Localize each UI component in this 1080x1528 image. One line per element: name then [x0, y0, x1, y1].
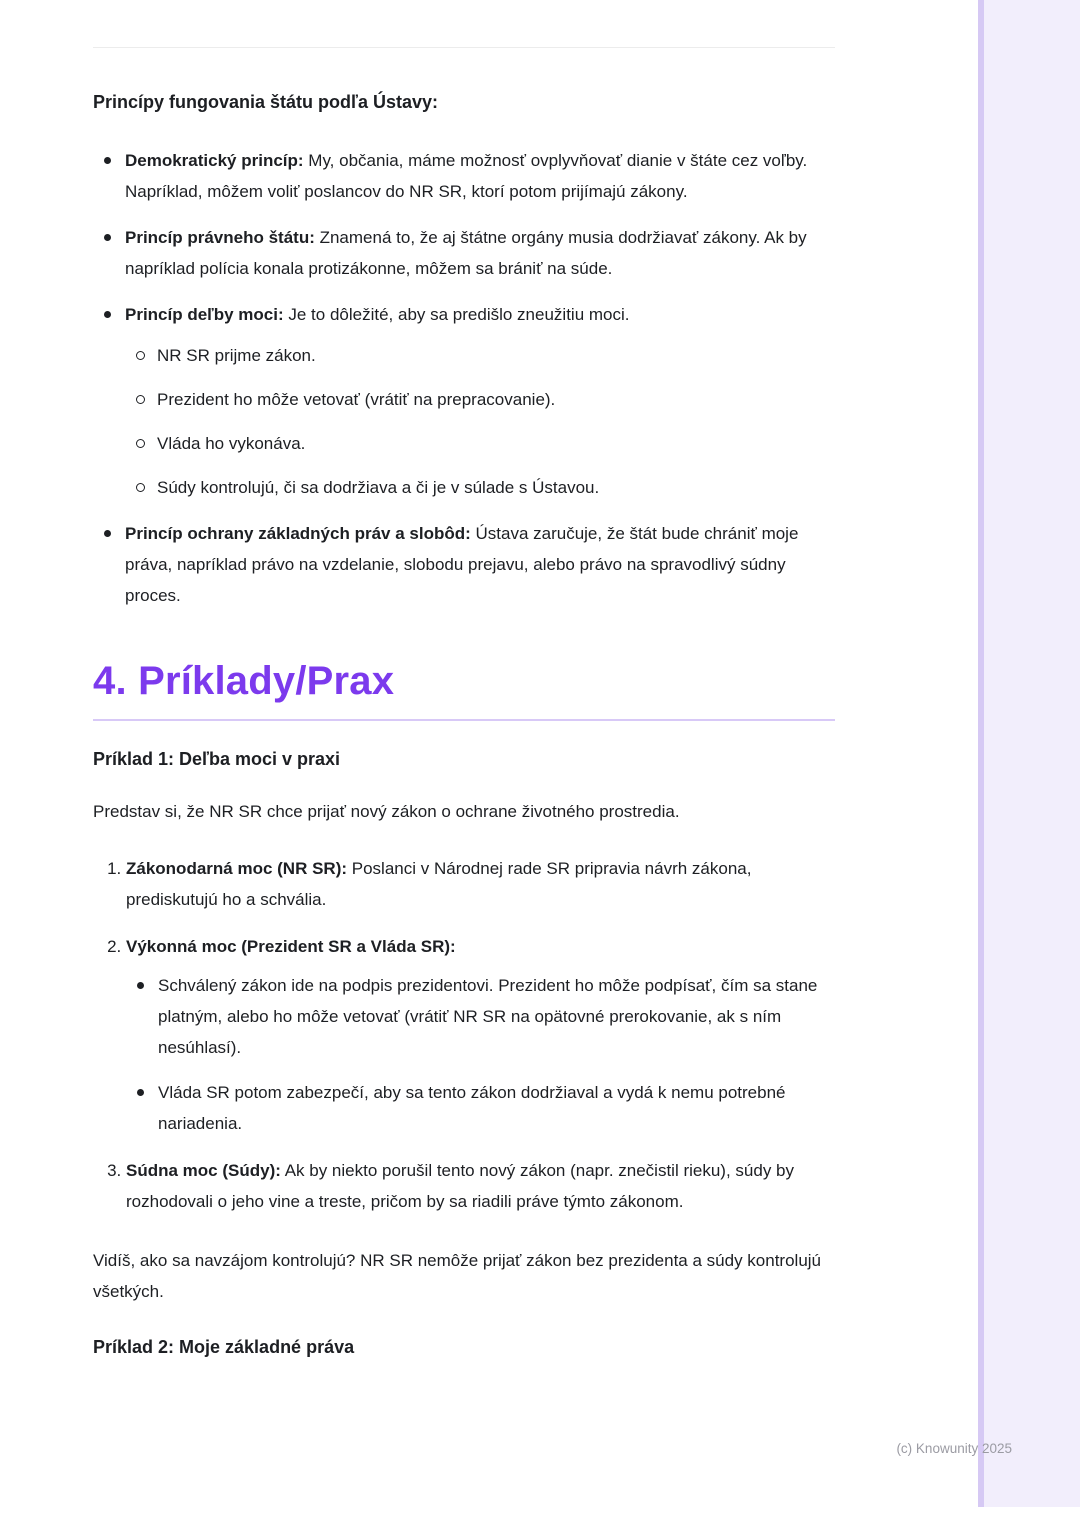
step-sub-list	[126, 970, 835, 1139]
principle-term: Princíp právneho štátu:	[125, 228, 315, 247]
step-item	[126, 853, 835, 915]
heading-divider	[93, 719, 835, 721]
principle-item	[125, 145, 835, 207]
step-sub-point: Schválený zákon ide na podpis prezidentovi. Prezident ho môže podpísať, čím sa stane platným, alebo ho môže vetovať (vrátiť NR SR na opätovné prerokovanie, ak s ním nesúhlasí).	[158, 970, 835, 1063]
top-divider	[93, 47, 835, 48]
sub-point: NR SR prijme zákon.	[157, 340, 835, 371]
principle-item	[125, 518, 835, 611]
principle-term: Princíp deľby moci:	[125, 305, 284, 324]
principle-item	[125, 222, 835, 284]
sub-point: Prezident ho môže vetovať (vrátiť na prepracovanie).	[157, 384, 835, 415]
section-title: Princípy fungovania štátu podľa Ústavy:	[93, 92, 438, 112]
sub-point: Súdy kontrolujú, či sa dodržiava a či je v súlade s Ústavou.	[157, 472, 835, 503]
steps-list	[93, 853, 835, 1217]
principle-term: Princíp ochrany základných práv a slobôd:	[125, 524, 471, 543]
example1-intro: Predstav si, že NR SR chce prijať nový zákon o ochrane životného prostredia.	[93, 802, 680, 821]
step-text: Poslanci v Národnej rade SR pripravia návrh zákona, prediskutujú ho a schvália.	[126, 859, 752, 909]
step-term: Zákonodarná moc (NR SR):	[126, 859, 348, 878]
step-term: Súdna moc (Súdy):	[126, 1161, 281, 1180]
example2-title: Príklad 2: Moje základné práva	[93, 1337, 355, 1357]
principles-list	[93, 145, 835, 611]
principle-term: Demokratický princíp:	[125, 151, 304, 170]
principle-text: My, občania, máme možnosť ovplyvňovať dianie v štáte cez voľby. Napríklad, môžem voliť poslancov do NR SR, ktorí potom prijímajú zákony.	[125, 151, 808, 201]
step-item	[126, 1155, 835, 1217]
principle-text: Znamená to, že aj štátne orgány musia dodržiavať zákony. Ak by napríklad polícia konala protizákonne, môžem sa brániť na súde.	[125, 228, 807, 278]
document-page	[93, 0, 835, 1358]
step-item	[126, 931, 835, 1139]
sub-point-list	[125, 340, 835, 503]
section-heading: 4. Príklady/Prax	[93, 659, 395, 703]
sub-point: Vláda ho vykonáva.	[157, 428, 835, 459]
step-term: Výkonná moc (Prezident SR a Vláda SR):	[126, 937, 456, 956]
footer-copyright: (c) Knowunity 2025	[896, 1441, 1012, 1456]
example1-title: Príklad 1: Deľba moci v praxi	[93, 749, 341, 769]
step-text: Ak by niekto porušil tento nový zákon (napr. znečistil rieku), súdy by rozhodovali o jeho vine a treste, pričom by sa riadili práve týmto zákonom.	[126, 1161, 794, 1211]
principle-text: Je to dôležité, aby sa predišlo zneužitiu moci.	[283, 305, 630, 324]
principle-item	[125, 299, 835, 503]
principle-text: Ústava zaručuje, že štát bude chrániť moje práva, napríklad právo na vzdelanie, slobodu prejavu, alebo právo na spravodlivý súdny proces.	[125, 524, 799, 605]
step-sub-point: Vláda SR potom zabezpečí, aby sa tento zákon dodržiaval a vydá k nemu potrebné nariadenia.	[158, 1077, 835, 1139]
example1-outro: Vidíš, ako sa navzájom kontrolujú? NR SR nemôže prijať zákon bez prezidenta a súdy kontrolujú všetkých.	[93, 1251, 822, 1301]
page-edge-decoration	[978, 0, 1080, 1507]
